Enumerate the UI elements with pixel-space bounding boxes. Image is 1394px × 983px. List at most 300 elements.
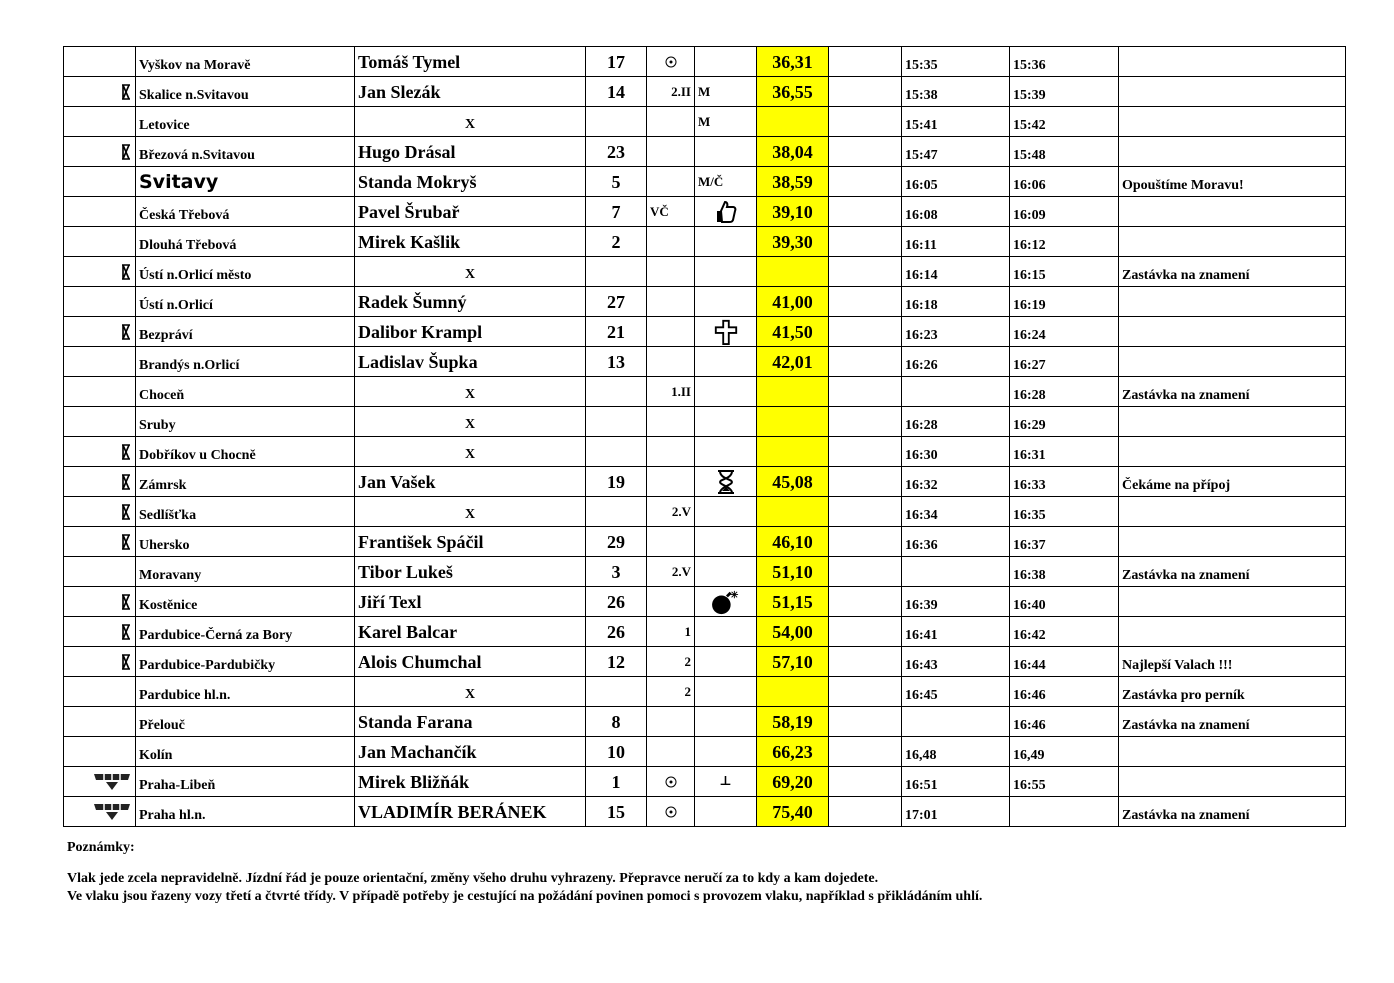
kilometer xyxy=(757,257,829,287)
kilometer: 39,30 xyxy=(757,227,829,257)
remark-code: 1 xyxy=(647,617,695,647)
departure-time: 16:33 xyxy=(1010,467,1119,497)
cross-icon xyxy=(695,319,756,345)
station-name: Zámrsk xyxy=(136,467,355,497)
empty-cell xyxy=(829,797,902,827)
table-row xyxy=(64,197,1346,227)
arrival-time: 15:38 xyxy=(902,77,1010,107)
smiley-icon xyxy=(647,776,694,788)
empty-cell xyxy=(829,137,902,167)
remark-code xyxy=(647,137,695,167)
station-name: Ústí n.Orlicí xyxy=(136,287,355,317)
remark-code: 2.V xyxy=(647,497,695,527)
arrival-time: 15:35 xyxy=(902,47,1010,77)
stop-type-cell xyxy=(64,677,136,707)
number: 10 xyxy=(586,737,647,767)
note xyxy=(1119,617,1346,647)
note xyxy=(1119,107,1346,137)
note xyxy=(1119,527,1346,557)
kilometer: 58,19 xyxy=(757,707,829,737)
number xyxy=(586,407,647,437)
note xyxy=(1119,317,1346,347)
number: 27 xyxy=(586,287,647,317)
station-name: Skalice n.Svitavou xyxy=(136,77,355,107)
dispatcher-name: Tomáš Tymel xyxy=(355,47,586,77)
empty-cell xyxy=(829,347,902,377)
note xyxy=(1119,437,1346,467)
dispatcher-name: X xyxy=(355,107,586,137)
remark-code xyxy=(647,107,695,137)
number: 12 xyxy=(586,647,647,677)
departure-time: 16:19 xyxy=(1010,287,1119,317)
dispatcher-name: Tibor Lukeš xyxy=(355,557,586,587)
number: 14 xyxy=(586,77,647,107)
departure-time: 16:15 xyxy=(1010,257,1119,287)
kilometer: 75,40 xyxy=(757,797,829,827)
note: Najlepší Valach !!! xyxy=(1119,647,1346,677)
arrival-time xyxy=(902,707,1010,737)
remark-code xyxy=(647,527,695,557)
station-name: Kostěnice xyxy=(136,587,355,617)
dispatcher-name: Jan Slezák xyxy=(355,77,586,107)
number: 5 xyxy=(586,167,647,197)
stop-type-cell xyxy=(64,77,136,107)
remark-code: VČ xyxy=(647,197,695,227)
remark-symbol xyxy=(695,737,757,767)
table-row xyxy=(64,707,1346,737)
request-stop-icon xyxy=(67,474,132,490)
note: Zastávka na znamení xyxy=(1119,377,1346,407)
remark-symbol xyxy=(695,617,757,647)
stop-type-cell xyxy=(64,47,136,77)
empty-cell xyxy=(829,767,902,797)
station-name: Choceň xyxy=(136,377,355,407)
empty-cell xyxy=(829,287,902,317)
thumbs-up-icon xyxy=(695,200,756,224)
departure-time: 16:09 xyxy=(1010,197,1119,227)
remark-symbol xyxy=(695,47,757,77)
remark-code: 2 xyxy=(647,647,695,677)
station-name: Česká Třebová xyxy=(136,197,355,227)
empty-cell xyxy=(829,737,902,767)
station-name: Březová n.Svitavou xyxy=(136,137,355,167)
stop-type-cell xyxy=(64,407,136,437)
arrival-time: 16,48 xyxy=(902,737,1010,767)
table-row xyxy=(64,737,1346,767)
dispatcher-name: X xyxy=(355,257,586,287)
departure-time: 16:37 xyxy=(1010,527,1119,557)
remark-symbol: M xyxy=(695,107,757,137)
stop-type-cell xyxy=(64,617,136,647)
note: Čekáme na přípoj xyxy=(1119,467,1346,497)
empty-cell xyxy=(829,77,902,107)
station-name: Kolín xyxy=(136,737,355,767)
arrival-time: 16:41 xyxy=(902,617,1010,647)
kilometer xyxy=(757,497,829,527)
stop-type-cell xyxy=(64,137,136,167)
request-stop-icon xyxy=(67,594,132,610)
number: 23 xyxy=(586,137,647,167)
empty-cell xyxy=(829,377,902,407)
departure-time: 15:42 xyxy=(1010,107,1119,137)
remark-code: 2.II xyxy=(647,77,695,107)
kilometer: 54,00 xyxy=(757,617,829,647)
arrival-time: 16:18 xyxy=(902,287,1010,317)
number: 29 xyxy=(586,527,647,557)
remark-symbol xyxy=(695,587,757,617)
kilometer: 51,15 xyxy=(757,587,829,617)
station-name: Přelouč xyxy=(136,707,355,737)
note xyxy=(1119,347,1346,377)
note xyxy=(1119,737,1346,767)
dispatcher-name: Standa Mokryš xyxy=(355,167,586,197)
empty-cell xyxy=(829,167,902,197)
arrival-time: 16:11 xyxy=(902,227,1010,257)
station-name: Sedlíšťka xyxy=(136,497,355,527)
station-name: Letovice xyxy=(136,107,355,137)
kilometer: 36,55 xyxy=(757,77,829,107)
arrival-time: 16:05 xyxy=(902,167,1010,197)
table-row xyxy=(64,677,1346,707)
station-name: Vyškov na Moravě xyxy=(136,47,355,77)
kilometer: 57,10 xyxy=(757,647,829,677)
stop-type-cell xyxy=(64,587,136,617)
remark-code xyxy=(647,737,695,767)
remark-code xyxy=(647,707,695,737)
departure-time: 16:38 xyxy=(1010,557,1119,587)
note xyxy=(1119,407,1346,437)
empty-cell xyxy=(829,407,902,437)
empty-cell xyxy=(829,107,902,137)
kilometer: 38,04 xyxy=(757,137,829,167)
remark-code xyxy=(647,227,695,257)
remark-symbol xyxy=(695,227,757,257)
table-row xyxy=(64,407,1346,437)
stop-type-cell xyxy=(64,647,136,677)
number: 17 xyxy=(586,47,647,77)
remark-code xyxy=(647,437,695,467)
station-name: Uhersko xyxy=(136,527,355,557)
station-name: Moravany xyxy=(136,557,355,587)
kilometer xyxy=(757,377,829,407)
number: 3 xyxy=(586,557,647,587)
arrival-time: 16:26 xyxy=(902,347,1010,377)
empty-cell xyxy=(829,587,902,617)
note xyxy=(1119,77,1346,107)
arrival-time: 17:01 xyxy=(902,797,1010,827)
stop-type-cell xyxy=(64,107,136,137)
dispatcher-name: X xyxy=(355,407,586,437)
empty-cell xyxy=(829,557,902,587)
stop-type-cell xyxy=(64,737,136,767)
dispatcher-name: Karel Balcar xyxy=(355,617,586,647)
remark-code xyxy=(647,407,695,437)
note: Opouštíme Moravu! xyxy=(1119,167,1346,197)
bomb-icon xyxy=(695,589,756,615)
stop-type-cell xyxy=(64,527,136,557)
remark-symbol xyxy=(695,707,757,737)
remark-symbol xyxy=(695,197,757,227)
notes xyxy=(67,839,1367,906)
departure-time: 16:28 xyxy=(1010,377,1119,407)
table-row xyxy=(64,497,1346,527)
remark-symbol xyxy=(695,377,757,407)
stop-type-cell xyxy=(64,167,136,197)
smiley-icon xyxy=(647,56,694,68)
dispatcher-name: Dalibor Krampl xyxy=(355,317,586,347)
remark-symbol: ⊥ xyxy=(695,767,757,797)
departure-time: 16:42 xyxy=(1010,617,1119,647)
empty-cell xyxy=(829,47,902,77)
kilometer xyxy=(757,107,829,137)
number xyxy=(586,677,647,707)
smiley-icon xyxy=(647,806,694,818)
dispatcher-name: X xyxy=(355,377,586,407)
dispatcher-name: VLADIMÍR BERÁNEK xyxy=(355,797,586,827)
kilometer: 51,10 xyxy=(757,557,829,587)
stop-type-cell xyxy=(64,557,136,587)
notes-line-2: Ve vlaku jsou řazeny vozy třetí a čtvrté třídy. V případě potřeby je cestující na požádání povinen pomoci s provozem vlaku, například s přikládáním uhlí. xyxy=(67,889,983,904)
number: 8 xyxy=(586,707,647,737)
remark-code xyxy=(647,767,695,797)
table-row xyxy=(64,587,1346,617)
remark-symbol xyxy=(695,287,757,317)
request-stop-icon xyxy=(67,504,132,520)
station-name: Dobříkov u Chocně xyxy=(136,437,355,467)
station-name: Sruby xyxy=(136,407,355,437)
kilometer: 39,10 xyxy=(757,197,829,227)
dispatcher-name: Jan Machančík xyxy=(355,737,586,767)
remark-symbol xyxy=(695,797,757,827)
note xyxy=(1119,497,1346,527)
table-row xyxy=(64,317,1346,347)
hourglass-icon xyxy=(695,469,756,495)
notes-heading: Poznámky: xyxy=(67,840,135,855)
dispatcher-name: Mirek Bližňák xyxy=(355,767,586,797)
arrival-time: 16:36 xyxy=(902,527,1010,557)
station-name: Bezpráví xyxy=(136,317,355,347)
number xyxy=(586,497,647,527)
station-name: Pardubice hl.n. xyxy=(136,677,355,707)
stop-type-cell xyxy=(64,497,136,527)
notes-line-1: Vlak jede zcela nepravidelně. Jízdní řád je pouze orientační, změny všeho druhu vyhrazeny. Přepravce neručí za to kdy a kam dojedete. xyxy=(67,871,879,886)
remark-symbol xyxy=(695,437,757,467)
remark-symbol xyxy=(695,347,757,377)
kilometer xyxy=(757,407,829,437)
number xyxy=(586,107,647,137)
stop-type-cell xyxy=(64,767,136,797)
note xyxy=(1119,587,1346,617)
empty-cell xyxy=(829,677,902,707)
remark-code xyxy=(647,317,695,347)
dispatcher-name: Jiří Texl xyxy=(355,587,586,617)
departure-time: 15:48 xyxy=(1010,137,1119,167)
remark-code xyxy=(647,47,695,77)
stop-type-cell xyxy=(64,347,136,377)
station-name: Pardubice-Černá za Bory xyxy=(136,617,355,647)
number xyxy=(586,437,647,467)
note xyxy=(1119,767,1346,797)
table-row xyxy=(64,137,1346,167)
departure-time: 16:29 xyxy=(1010,407,1119,437)
table-row xyxy=(64,47,1346,77)
remark-code xyxy=(647,257,695,287)
departure-time: 16:35 xyxy=(1010,497,1119,527)
table-row xyxy=(64,107,1346,137)
table-row xyxy=(64,167,1346,197)
empty-cell xyxy=(829,647,902,677)
table-row xyxy=(64,767,1346,797)
stop-type-cell xyxy=(64,377,136,407)
departure-time: 16:31 xyxy=(1010,437,1119,467)
stop-type-cell xyxy=(64,437,136,467)
dispatcher-name: Mirek Kašlik xyxy=(355,227,586,257)
arrival-time: 16:14 xyxy=(902,257,1010,287)
station-name: Brandýs n.Orlicí xyxy=(136,347,355,377)
arrival-time: 15:47 xyxy=(902,137,1010,167)
stop-type-cell xyxy=(64,197,136,227)
departure-time xyxy=(1010,797,1119,827)
remark-symbol: M xyxy=(695,77,757,107)
table-row xyxy=(64,347,1346,377)
empty-cell xyxy=(829,617,902,647)
remark-symbol xyxy=(695,677,757,707)
departure-time: 16:12 xyxy=(1010,227,1119,257)
dispatcher-name: X xyxy=(355,677,586,707)
arrival-time: 15:41 xyxy=(902,107,1010,137)
arrival-time xyxy=(902,377,1010,407)
request-stop-icon xyxy=(67,144,132,160)
kilometer: 42,01 xyxy=(757,347,829,377)
note xyxy=(1119,197,1346,227)
empty-cell xyxy=(829,317,902,347)
dispatcher-name: Alois Chumchal xyxy=(355,647,586,677)
remark-code: 2.V xyxy=(647,557,695,587)
empty-cell xyxy=(829,197,902,227)
request-stop-icon xyxy=(67,264,132,280)
note xyxy=(1119,47,1346,77)
dispatcher-name: Pavel Šrubař xyxy=(355,197,586,227)
table-row xyxy=(64,527,1346,557)
arrival-time: 16:32 xyxy=(902,467,1010,497)
note xyxy=(1119,227,1346,257)
empty-cell xyxy=(829,467,902,497)
arrival-time: 16:39 xyxy=(902,587,1010,617)
number: 26 xyxy=(586,617,647,647)
kilometer: 69,20 xyxy=(757,767,829,797)
departure-time: 16:46 xyxy=(1010,677,1119,707)
remark-symbol xyxy=(695,647,757,677)
empty-cell xyxy=(829,527,902,557)
table-row xyxy=(64,257,1346,287)
remark-symbol xyxy=(695,557,757,587)
remark-code xyxy=(647,287,695,317)
dispatcher-name: Hugo Drásal xyxy=(355,137,586,167)
table-row xyxy=(64,797,1346,827)
kilometer: 38,59 xyxy=(757,167,829,197)
number xyxy=(586,257,647,287)
departure-time: 16:27 xyxy=(1010,347,1119,377)
stop-type-cell xyxy=(64,707,136,737)
station-name: Pardubice-Pardubičky xyxy=(136,647,355,677)
departure-time: 16:55 xyxy=(1010,767,1119,797)
table-row xyxy=(64,287,1346,317)
kilometer xyxy=(757,437,829,467)
departure-time: 16:40 xyxy=(1010,587,1119,617)
remark-symbol xyxy=(695,467,757,497)
remark-symbol xyxy=(695,317,757,347)
remark-code: 2 xyxy=(647,677,695,707)
departure-time: 15:36 xyxy=(1010,47,1119,77)
remark-code xyxy=(647,347,695,377)
number: 19 xyxy=(586,467,647,497)
departure-time: 16:46 xyxy=(1010,707,1119,737)
arrival-time: 16:28 xyxy=(902,407,1010,437)
arrival-time: 16:30 xyxy=(902,437,1010,467)
request-stop-icon xyxy=(67,324,132,340)
dispatcher-name: Radek Šumný xyxy=(355,287,586,317)
arrival-time: 16:23 xyxy=(902,317,1010,347)
remark-code xyxy=(647,167,695,197)
number: 1 xyxy=(586,767,647,797)
note: Zastávka pro perník xyxy=(1119,677,1346,707)
kilometer: 41,50 xyxy=(757,317,829,347)
number: 15 xyxy=(586,797,647,827)
remark-code xyxy=(647,467,695,497)
station-name: Ústí n.Orlicí město xyxy=(136,257,355,287)
number: 21 xyxy=(586,317,647,347)
dispatcher-name: František Spáčil xyxy=(355,527,586,557)
departure-time: 16,49 xyxy=(1010,737,1119,767)
arrival-time: 16:51 xyxy=(902,767,1010,797)
table-row xyxy=(64,437,1346,467)
number: 26 xyxy=(586,587,647,617)
station-name: Praha-Libeň xyxy=(136,767,355,797)
remark-symbol xyxy=(695,497,757,527)
cd-logo-icon xyxy=(67,802,132,822)
station-name: Dlouhá Třebová xyxy=(136,227,355,257)
cd-logo-icon xyxy=(67,772,132,792)
departure-time: 16:06 xyxy=(1010,167,1119,197)
remark-symbol xyxy=(695,257,757,287)
arrival-time: 16:45 xyxy=(902,677,1010,707)
table-row xyxy=(64,467,1346,497)
stop-type-cell xyxy=(64,797,136,827)
kilometer: 36,31 xyxy=(757,47,829,77)
remark-code xyxy=(647,797,695,827)
station-name: Svitavy xyxy=(136,167,355,197)
table-row xyxy=(64,617,1346,647)
empty-cell xyxy=(829,257,902,287)
remark-code: 1.II xyxy=(647,377,695,407)
note: Zastávka na znamení xyxy=(1119,557,1346,587)
empty-cell xyxy=(829,437,902,467)
number: 13 xyxy=(586,347,647,377)
note: Zastávka na znamení xyxy=(1119,257,1346,287)
station-name: Praha hl.n. xyxy=(136,797,355,827)
dispatcher-name: Standa Farana xyxy=(355,707,586,737)
remark-symbol xyxy=(695,527,757,557)
number: 7 xyxy=(586,197,647,227)
departure-time: 16:44 xyxy=(1010,647,1119,677)
kilometer: 66,23 xyxy=(757,737,829,767)
table-row xyxy=(64,227,1346,257)
remark-code xyxy=(647,587,695,617)
arrival-time xyxy=(902,557,1010,587)
empty-cell xyxy=(829,227,902,257)
number: 2 xyxy=(586,227,647,257)
stop-type-cell xyxy=(64,467,136,497)
